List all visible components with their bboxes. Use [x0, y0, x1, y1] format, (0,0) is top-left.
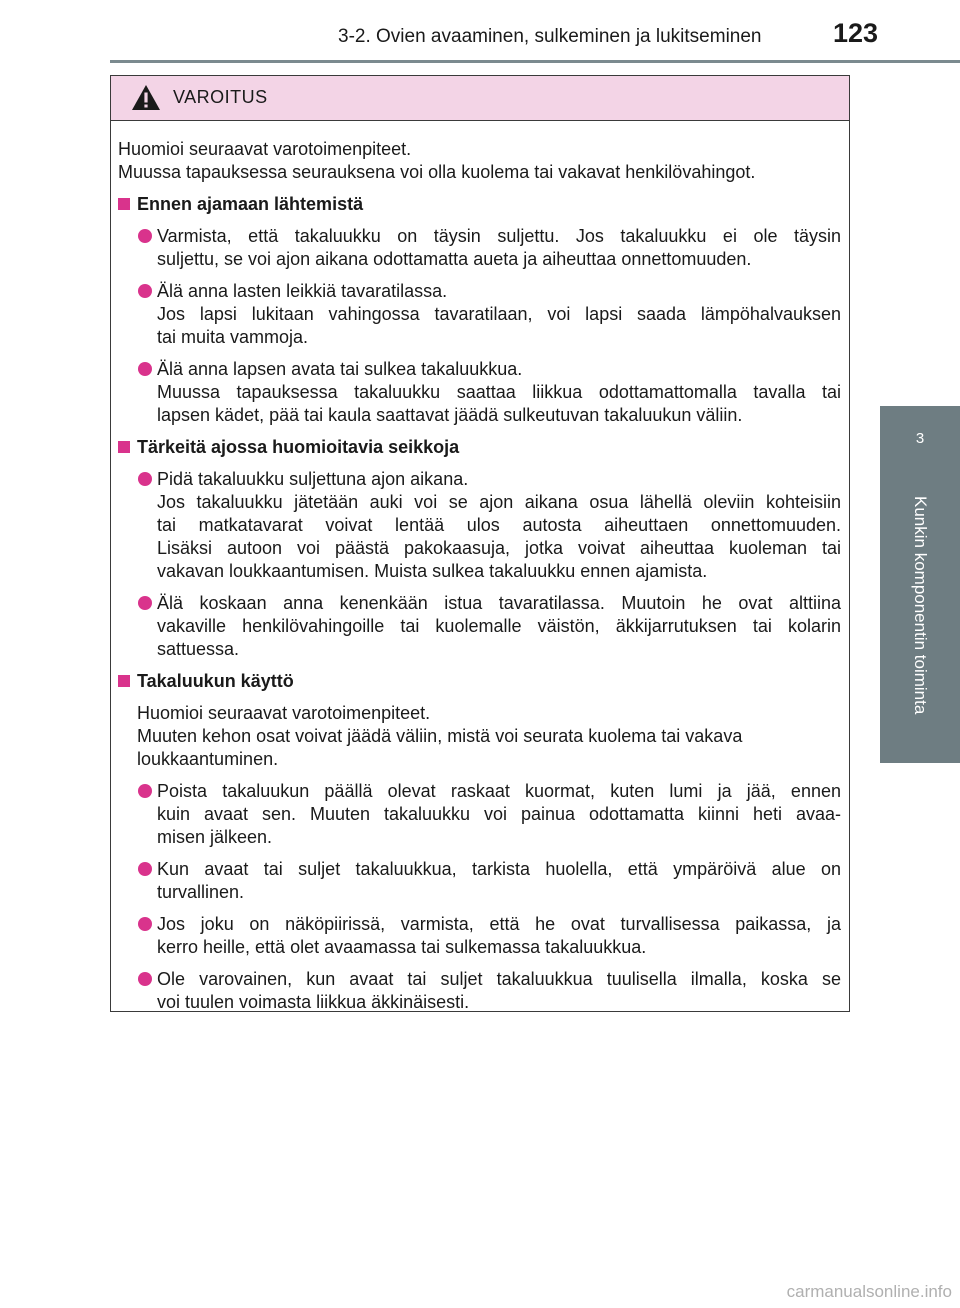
text-line: Älä koskaan anna kenenkään istua tavaratilassa. Muutoin he ovat alttiina	[157, 593, 841, 613]
chapter-number: 3	[915, 430, 925, 447]
text-line: Jos joku on näköpiirissä, varmista, että he ovat turvallisessa paikassa, ja	[157, 914, 841, 934]
text-line: Huomioi seuraavat varotoimenpiteet.	[118, 139, 412, 159]
text-line: misen jälkeen.	[157, 827, 273, 847]
page-number: 123	[833, 18, 879, 48]
square-bullet-icon	[118, 441, 130, 453]
list-item	[118, 913, 841, 959]
text-line: Lisäksi autoon voi päästä pakokaasuja, jotka voivat aiheuttaa kuoleman tai	[157, 538, 841, 558]
text-line: Pidä takaluukku suljettuna ajon aikana.	[157, 469, 469, 489]
list-item	[118, 468, 841, 583]
list-item	[118, 280, 841, 349]
section-heading	[118, 670, 841, 693]
list-item	[118, 858, 841, 904]
text-line: loukkaantuminen.	[137, 749, 279, 769]
warning-body	[111, 121, 849, 1014]
chapter-tab	[880, 406, 960, 763]
round-bullet-icon	[138, 917, 152, 931]
section-heading	[118, 193, 841, 216]
list-item	[118, 225, 841, 271]
text-line: lapsen kädet, pää tai kaula saattavat jäädä sulkeutuvan takaluukun väliin.	[157, 405, 743, 425]
text-line: voi tuulen voimasta liikkua äkkinäisesti.	[157, 992, 470, 1012]
warning-header	[111, 76, 849, 121]
text-line: tai matkatavarat voivat lentää ulos autosta aiheuttaen onnettomuuden.	[157, 515, 841, 535]
round-bullet-icon	[138, 596, 152, 610]
square-bullet-icon	[118, 675, 130, 687]
text-line: vakavan loukkaantumisen. Muista sulkea takaluukku ennen ajamista.	[157, 561, 708, 581]
text-line: vakaville henkilövahingoille tai kuolemalle väistön, äkkijarrutuksen tai kolarin	[157, 616, 841, 636]
round-bullet-icon	[138, 862, 152, 876]
round-bullet-icon	[138, 284, 152, 298]
section-heading-text: Tärkeitä ajossa huomioitavia seikkoja	[137, 437, 460, 457]
section-intro	[118, 702, 841, 771]
chapter-title: Kunkin komponentin toiminta	[911, 496, 930, 715]
square-bullet-icon	[118, 198, 130, 210]
section-heading	[118, 436, 841, 459]
round-bullet-icon	[138, 784, 152, 798]
header-divider	[110, 60, 960, 63]
warning-intro	[118, 138, 841, 184]
round-bullet-icon	[138, 362, 152, 376]
warning-label: VAROITUS	[173, 87, 268, 107]
text-line: Jos lapsi lukitaan vahingossa tavaratilaan, voi lapsi saada lämpöhalvauksen	[157, 304, 841, 324]
list-item	[118, 780, 841, 849]
text-line: kuin avaat sen. Muuten takaluukku voi painua odottamatta kiinni heti avaa-	[157, 804, 841, 824]
section-heading-text: Ennen ajamaan lähtemistä	[137, 194, 364, 214]
text-line: Kun avaat tai suljet takaluukkua, tarkista huolella, että ympäröivä alue on	[157, 859, 841, 879]
text-line: Älä anna lapsen avata tai sulkea takaluukkua.	[157, 359, 523, 379]
text-line: kerro heille, että olet avaamassa tai sulkemassa takaluukkua.	[157, 937, 647, 957]
text-line: Muussa tapauksessa seurauksena voi olla kuolema tai vakavat henkilövahingot.	[118, 162, 756, 182]
watermark: carmanualsonline.info	[786, 1282, 952, 1301]
round-bullet-icon	[138, 229, 152, 243]
section-title: 3-2. Ovien avaaminen, sulkeminen ja lukitseminen	[338, 26, 762, 47]
text-line: tai muita vammoja.	[157, 327, 309, 347]
text-line: Muuten kehon osat voivat jäädä väliin, mistä voi seurata kuolema tai vakava	[137, 726, 743, 746]
round-bullet-icon	[138, 472, 152, 486]
list-item	[118, 358, 841, 427]
text-line: sattuessa.	[157, 639, 240, 659]
round-bullet-icon	[138, 972, 152, 986]
text-line: Huomioi seuraavat varotoimenpiteet.	[137, 703, 431, 723]
section-heading-text: Takaluukun käyttö	[137, 671, 294, 691]
warning-triangle-icon	[131, 84, 161, 116]
text-line: suljettu, se voi ajon aikana odottamatta aueta ja aiheuttaa onnettomuuden.	[157, 249, 752, 269]
text-line: Poista takaluukun päällä olevat raskaat kuormat, kuten lumi ja jää, ennen	[157, 781, 841, 801]
warning-box	[110, 75, 850, 1012]
text-line: Ole varovainen, kun avaat tai suljet takaluukkua tuulisella ilmalla, koska se	[157, 969, 841, 989]
text-line: Varmista, että takaluukku on täysin suljettu. Jos takaluukku ei ole täysin	[157, 226, 841, 246]
text-line: turvallinen.	[157, 882, 245, 902]
text-line: Älä anna lasten leikkiä tavaratilassa.	[157, 281, 448, 301]
list-item	[118, 592, 841, 661]
text-line: Muussa tapauksessa takaluukku saattaa liikkua odottamattomalla tavalla tai	[157, 382, 841, 402]
list-item	[118, 968, 841, 1014]
text-line: Jos takaluukku jätetään auki voi se ajon aikana osua lähellä oleviin kohteisiin	[157, 492, 841, 512]
